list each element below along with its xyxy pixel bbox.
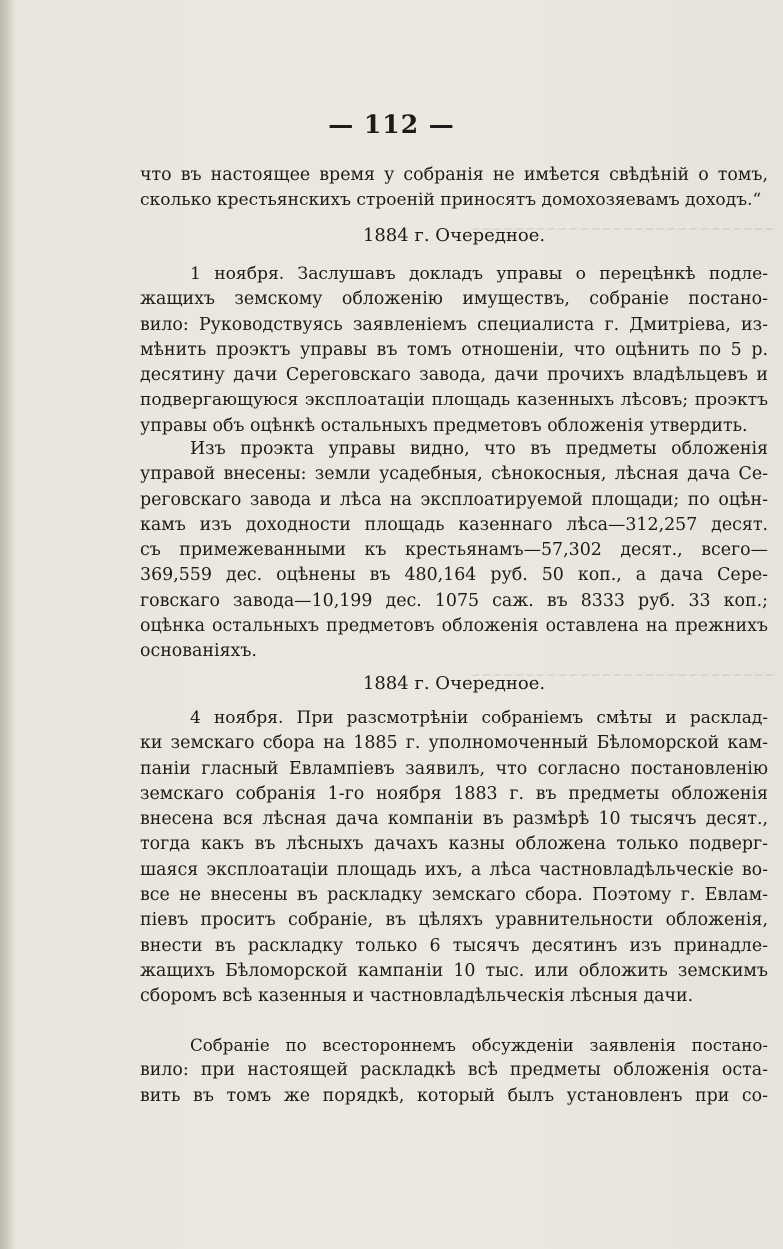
text-line: внести въ раскладку только 6 тысячъ десятинъ изъ принадле-: [140, 935, 768, 956]
text-line: тогда какъ въ лѣсныхъ дачахъ казны обложена только подверг-: [140, 834, 768, 855]
paragraph-continuation: [140, 163, 768, 214]
text-line: мѣнить проэктъ управы въ томъ отношеніи, что оцѣнить по 5 р.: [140, 339, 768, 360]
text-line: оцѣнка остальныхъ предметовъ обложенія оставлена на прежнихъ: [140, 616, 768, 637]
bleed-through-text: ~~~~~~~~~~~~~~~~~~~~~~~~~~~~: [470, 668, 775, 683]
text-line: земскаго собранія 1-го ноября 1883 г. въ предметы обложенія: [140, 783, 768, 804]
text-line: Собраніе по всестороннемъ обсужденіи заявленія постано-: [190, 1036, 768, 1055]
text-line: сколько крестьянскихъ строеній приносятъ домохозяевамъ доходъ.“: [140, 190, 762, 211]
bleed-through-text: ~~~~~~~~~~~~~~~~~~~~~~~~~~~~: [470, 222, 775, 237]
paragraph-1-november: [140, 262, 768, 439]
text-line: вило: при настоящей раскладкѣ всѣ предметы обложенія оста-: [140, 1060, 768, 1081]
text-line: сборомъ всѣ казенныя и частновладѣльческія лѣсныя дачи.: [140, 986, 694, 1007]
heading-text: 1884 г. Очередное.: [362, 673, 546, 694]
text-line: Изъ проэкта управы видно, что въ предметы обложенія: [190, 439, 768, 459]
page-gutter-shadow: [0, 0, 14, 1249]
text-line: камъ изъ доходности площадь казеннаго лѣса—312,257 десят.: [140, 514, 768, 535]
section-heading: [140, 222, 768, 249]
text-line: 4 ноября. При разсмотрѣніи собраніемъ смѣты и расклад-: [190, 708, 768, 728]
text-line: паніи гласный Евлампіевъ заявилъ, что согласно постановленію: [140, 758, 768, 779]
section-heading: [140, 670, 768, 697]
heading-text: 1884 г. Очередное.: [362, 225, 546, 246]
text-line: ки земскаго сбора на 1885 г. уполномоченный Бѣломорской кам-: [140, 733, 768, 754]
text-line: внесена вся лѣсная дача компаніи въ размѣрѣ 10 тысячъ десят.,: [140, 809, 768, 830]
text-line: вить въ томъ же порядкѣ, который былъ установленъ при со-: [140, 1085, 768, 1106]
text-line: жащихъ земскому обложенію имуществъ, собраніе постано-: [140, 289, 768, 310]
text-line: вило: Руководствуясь заявленіемъ специалиста г. Дмитріева, из-: [140, 314, 768, 335]
paragraph-project-details: [140, 437, 768, 665]
paragraph-assembly-decision: [140, 1033, 768, 1109]
text-line: управой внесены: земли усадебныя, сѣнокосныя, лѣсная дача Се-: [140, 464, 768, 485]
text-line: жащихъ Бѣломорской кампаніи 10 тыс. или обложить земскимъ: [140, 960, 768, 981]
text-line: піевъ проситъ собраніе, въ цѣляхъ уравнительности обложенія,: [140, 910, 768, 931]
text-line: 1 ноября. Заслушавъ докладъ управы о перецѣнкѣ подле-: [190, 264, 768, 284]
text-line: шаяся эксплоатаціи площадь ихъ, а лѣса частновладѣльческіе во-: [140, 859, 768, 880]
text-line: говскаго завода—10,199 дес. 1075 саж. въ 8333 руб. 33 коп.;: [140, 590, 768, 611]
text-line: основаніяхъ.: [140, 641, 257, 662]
text-line: подвергающуюся эксплоатаціи площадь казенныхъ лѣсовъ; проэктъ: [140, 390, 768, 411]
paragraph-4-november: [140, 706, 768, 1010]
text-line: управы объ оцѣнкѣ остальныхъ предметовъ обложенія утвердить.: [140, 415, 748, 436]
text-line: 369,559 дес. оцѣнены въ 480,164 руб. 50 коп., а дача Сере-: [140, 565, 768, 586]
text-line: что въ настоящее время у собранія не имѣется свѣдѣній о томъ,: [140, 165, 768, 185]
text-line: съ примежеванными къ крестьянамъ—57,302 десят., всего—: [140, 540, 768, 561]
text-line: реговскаго завода и лѣса на эксплоатируемой площади; по оцѣн-: [140, 489, 768, 510]
text-line: все не внесены въ раскладку земскаго сбора. Поэтому г. Евлам-: [140, 885, 768, 906]
text-line: десятину дачи Сереговскаго завода, дачи прочихъ владѣльцевъ и: [140, 365, 768, 386]
page-number: — 112 —: [328, 110, 455, 139]
